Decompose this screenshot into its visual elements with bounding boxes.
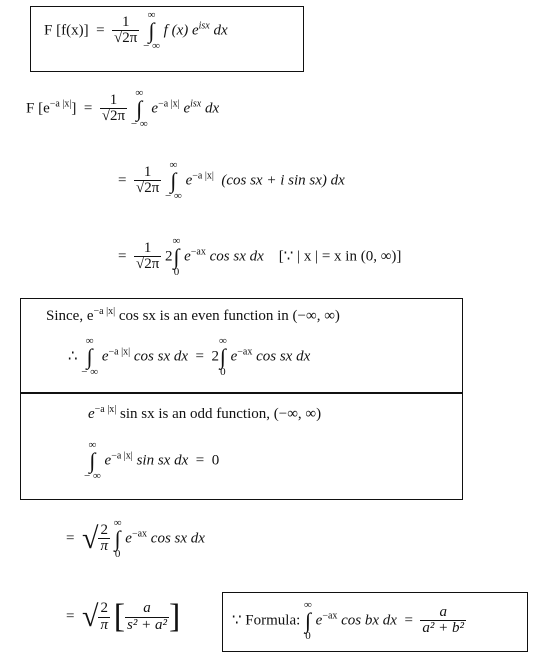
denominator: π — [100, 538, 108, 555]
equals-sign: = — [118, 248, 127, 265]
denominator: s² + a² — [127, 616, 167, 633]
therefore-symbol: ∴ — [68, 348, 78, 365]
exponent: −a |x| — [111, 450, 133, 462]
differential: dx — [204, 100, 220, 117]
fraction — [420, 605, 466, 638]
coefficient: 2 — [165, 248, 173, 265]
sqrt-icon: √ — [81, 600, 99, 633]
factor: e — [183, 100, 191, 117]
numerator: 1 — [143, 239, 152, 256]
exponent: −ax — [131, 528, 148, 540]
lower-limit: 0 — [305, 629, 311, 642]
lower-limit: − ∞ — [165, 189, 182, 202]
numerator: a — [143, 599, 151, 616]
exponent: −a |x| — [158, 98, 180, 110]
numerator: 1 — [143, 163, 152, 180]
lhs-exponent: −a |x| — [49, 98, 72, 110]
lhs-suffix: ] — [71, 100, 77, 117]
upper-limit: ∞ — [113, 517, 122, 529]
equation-line-3 — [118, 160, 345, 202]
equation-line-2 — [26, 88, 219, 130]
exponent: −ax — [322, 610, 338, 622]
exponent: −ax — [237, 346, 253, 358]
formula-equation — [232, 600, 466, 642]
lower-limit: − ∞ — [81, 365, 99, 378]
numerator: a — [439, 603, 447, 620]
integrand: e — [230, 348, 238, 365]
definition-equation — [44, 10, 228, 52]
exponent: isx — [190, 98, 202, 110]
numerator: 1 — [109, 91, 118, 108]
equals-sign: = — [195, 348, 204, 365]
lower-limit: 0 — [173, 265, 180, 278]
equals-sign: = — [83, 100, 93, 117]
expression-rest: cos sx dx — [150, 530, 205, 547]
since-suffix: cos sx is an even function in (−∞, ∞) — [118, 308, 340, 324]
exponent: −a |x| — [94, 404, 117, 415]
equation-line-4 — [118, 236, 401, 278]
sqrt-fraction — [98, 601, 110, 634]
coefficient: 2 — [211, 348, 219, 365]
sqrt-icon: √ — [81, 521, 99, 555]
upper-limit: ∞ — [172, 235, 181, 247]
fraction — [100, 93, 127, 126]
upper-limit: ∞ — [135, 87, 144, 99]
odd-function-statement — [88, 404, 321, 423]
integral: ∞ ∫ 0 — [172, 235, 181, 278]
numerator: 2 — [100, 521, 108, 538]
right-bracket-icon: ] — [169, 598, 181, 635]
denominator: a² + b² — [422, 620, 465, 637]
integral: ∞ ∫ − ∞ — [130, 87, 148, 130]
result-zero: 0 — [211, 452, 220, 469]
numerator: 1 — [121, 13, 130, 30]
expression-rest: cos sx dx — [209, 248, 264, 265]
integrand: e — [104, 452, 112, 469]
integral: ∞ ∫ − ∞ — [84, 439, 101, 482]
sqrt-fraction — [98, 523, 110, 556]
expression-rest: cos sx dx — [133, 348, 189, 365]
exponent: −a |x| — [93, 306, 116, 317]
integrand: e — [315, 612, 323, 629]
lhs-prefix: F [e — [26, 100, 50, 117]
fraction — [112, 15, 139, 48]
fraction — [134, 165, 161, 198]
integral: ∞ ∫ − ∞ — [165, 159, 182, 202]
numerator: 2 — [100, 599, 108, 616]
equals-sign: = — [404, 612, 413, 629]
even-function-statement — [46, 306, 340, 325]
equals-sign: = — [96, 22, 105, 39]
equals-sign: = — [66, 530, 75, 547]
odd-prefix: e — [88, 406, 95, 422]
result-fraction — [125, 601, 169, 634]
lower-limit: 0 — [114, 547, 121, 560]
integral: ∞ ∫ − ∞ — [143, 9, 160, 52]
expression-rest: cos bx dx — [341, 612, 397, 629]
odd-suffix: sin sx is an odd function, (−∞, ∞) — [120, 406, 322, 422]
integrand: e — [101, 348, 109, 365]
lower-limit: 0 — [220, 365, 226, 378]
transform-lhs: F [f(x)] — [44, 22, 89, 39]
integral: ∞ ∫ 0 — [304, 599, 312, 642]
left-bracket-icon: [ — [113, 598, 126, 635]
lower-limit: − ∞ — [130, 117, 148, 130]
since-prefix: Since, e — [46, 308, 94, 324]
denominator: √2π — [114, 30, 138, 47]
upper-limit: ∞ — [88, 439, 97, 451]
exponent: −ax — [190, 246, 206, 258]
integrand: e — [185, 172, 193, 189]
exponent: −a |x| — [192, 170, 214, 182]
integral: ∞ ∫ 0 — [113, 517, 122, 560]
differential: dx — [213, 22, 228, 39]
equals-sign: = — [66, 608, 75, 625]
exponent: isx — [198, 20, 210, 32]
equals-sign: = — [195, 452, 205, 469]
upper-limit: ∞ — [147, 9, 156, 21]
expression-rest: sin sx dx — [136, 452, 189, 469]
integrand: f (x) e — [163, 22, 199, 39]
integral: ∞ ∫ 0 — [218, 335, 227, 378]
integrand: e — [184, 248, 191, 265]
integral: ∞ ∫ − ∞ — [81, 335, 99, 378]
equation-line-6 — [66, 598, 180, 636]
integrand: e — [125, 530, 132, 547]
odd-function-equation — [84, 440, 219, 482]
lower-limit: − ∞ — [84, 469, 101, 482]
denominator: √2π — [135, 180, 160, 197]
denominator: π — [100, 616, 108, 633]
expression-rest: cos sx dx — [256, 348, 311, 365]
exponent: −a |x| — [108, 346, 131, 358]
even-function-equation — [68, 336, 310, 378]
denominator: √2π — [101, 108, 126, 125]
equation-line-5 — [66, 518, 205, 560]
expression-rest: (cos sx + i sin sx) dx — [221, 172, 345, 189]
equals-sign: = — [118, 172, 127, 189]
upper-limit: ∞ — [304, 599, 312, 611]
upper-limit: ∞ — [85, 335, 94, 347]
formula-label: ∵ Formula: — [232, 612, 301, 629]
fraction — [134, 241, 161, 274]
denominator: √2π — [135, 256, 160, 273]
lower-limit: − ∞ — [143, 39, 160, 52]
integrand: e — [151, 100, 159, 117]
upper-limit: ∞ — [218, 335, 227, 347]
justification-note: [∵ | x | = x in (0, ∞)] — [278, 248, 402, 265]
upper-limit: ∞ — [169, 159, 178, 171]
